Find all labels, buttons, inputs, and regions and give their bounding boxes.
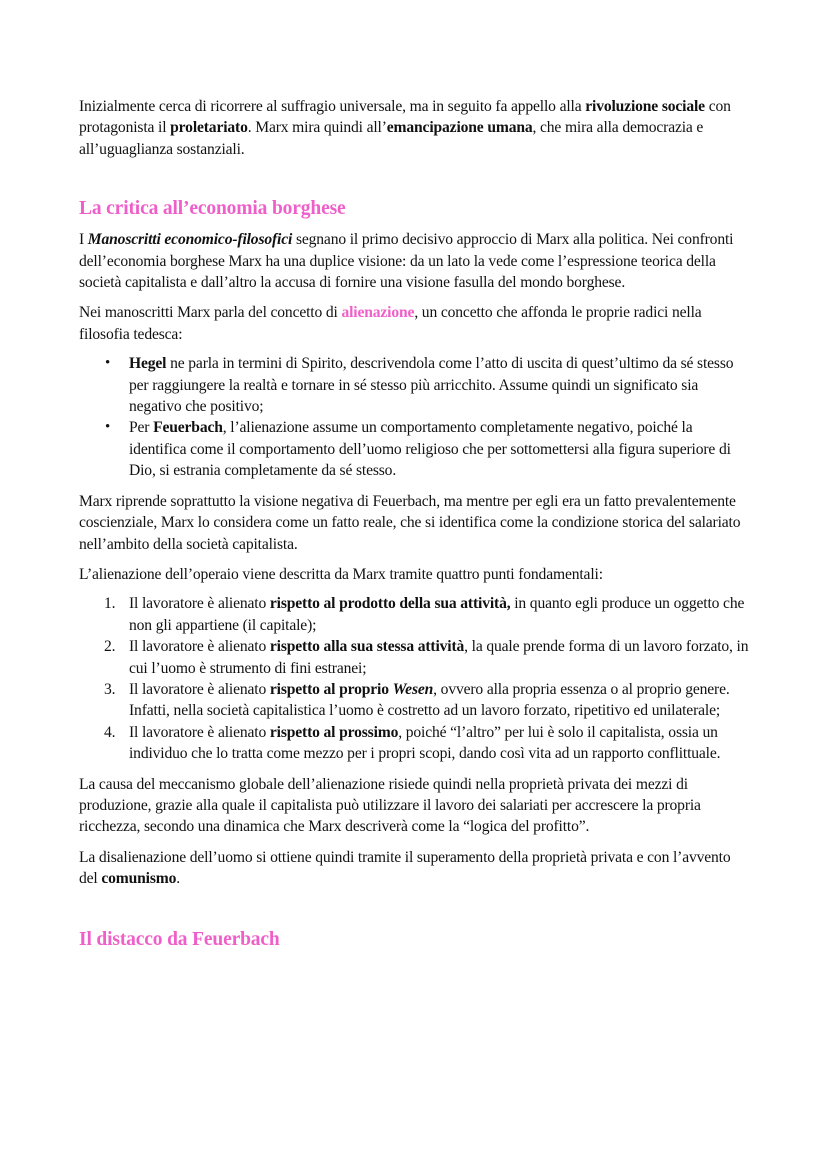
- bold-term: comunismo: [101, 870, 177, 888]
- text: in quanto egli produce un oggetto che non gli appartiene (il capitale);: [129, 595, 745, 634]
- bold-term: Feuerbach: [153, 419, 223, 437]
- text: , ovvero alla propria essenza o al proprio genere. Infatti, nella società capitalistica l’uomo è costretto ad un lavoro forzato, ripetitivo ed unilaterale;: [129, 680, 730, 720]
- list-item: [79, 722, 751, 765]
- bold-term: rispetto al prossimo: [269, 723, 399, 741]
- text: Nei manoscritti Marx parla del concetto di: [79, 304, 342, 322]
- bold-term: rispetto al proprio: [269, 680, 393, 698]
- text: , l’alienazione assume un comportamento completamente negativo, poiché la identifica come il comportamento dell’uomo religioso che per sottomettersi alla figura superiore di Dio, si estrania completamente da sé stesso.: [129, 419, 731, 480]
- section-heading-distacco: Il distacco da Feuerbach: [79, 928, 280, 950]
- list-number: 3.: [104, 680, 116, 698]
- text: Per: [129, 419, 154, 437]
- list-item: [79, 353, 751, 417]
- list-item: [79, 593, 751, 636]
- bold-term: proletariato: [170, 119, 248, 137]
- bullet-list: [79, 353, 751, 481]
- bold-italic-term: Wesen: [392, 680, 434, 698]
- list-item: [79, 636, 751, 679]
- text: con protagonista il: [79, 98, 731, 137]
- text: Il lavoratore è alienato: [129, 723, 270, 741]
- text: Inizialmente cerca di ricorrere al suffragio universale, ma in seguito fa appello alla: [79, 98, 586, 115]
- bold-term: rivoluzione sociale: [585, 98, 705, 115]
- document-page: [79, 96, 751, 952]
- text: segnano il primo decisivo approccio di Marx alla politica. Nei confronti dell’economia borghese Marx ha una duplice visione: da un lato la vede come l’espressione teorica della società capitalista e dall’altro la accusa di fornire una visione fasulla del mondo borghese.: [79, 231, 734, 292]
- paragraph-causa-alienazione: La causa del meccanismo globale dell’alienazione risiede quindi nella proprietà privata dei mezzi di produzione, grazie alla quale il capitalista può utilizzare il lavoro dei salariati per accrescere la propria ricchezza, secondo una dinamica che Marx descriverà come la “logica del profitto”.: [79, 775, 701, 836]
- bold-term: emancipazione umana: [386, 119, 533, 137]
- bold-italic-title: Manoscritti economico-filosofici: [87, 231, 293, 249]
- text: La disalienazione dell’uomo si ottiene quindi tramite il superamento della proprietà privata e con l’avvento del: [79, 848, 731, 888]
- list-item: [79, 679, 751, 722]
- text: I: [79, 231, 88, 249]
- text: Il lavoratore è alienato: [129, 680, 270, 698]
- bullet-icon: •: [105, 419, 111, 436]
- list-number: 2.: [104, 638, 116, 656]
- intro-paragraph: [79, 96, 751, 160]
- numbered-list: [79, 593, 751, 764]
- text: .: [176, 870, 180, 888]
- highlighted-term: alienazione: [341, 304, 415, 322]
- text: , che mira alla democrazia e all’uguaglianza sostanziali.: [79, 119, 704, 158]
- bullet-icon: •: [105, 355, 111, 372]
- paragraph-quattro-punti: L’alienazione dell’operaio viene descritta da Marx tramite quattro punti fondamentali:: [79, 565, 603, 583]
- list-number: 4.: [104, 723, 116, 741]
- paragraph-manoscritti: [79, 229, 751, 293]
- paragraph-disalienazione: [79, 847, 751, 890]
- text: Il lavoratore è alienato: [129, 595, 270, 613]
- text: , la quale prende forma di un lavoro forzato, in cui l’uomo è strumento di fini estranei;: [129, 638, 749, 677]
- text: . Marx mira quindi all’: [247, 119, 387, 137]
- paragraph-feuerbach-comparison: Marx riprende soprattutto la visione negativa di Feuerbach, ma mentre per egli era un fatto prevalentemente coscienziale, Marx lo considera come un fatto reale, che si identifica come la condizione storica del salariato nell’ambito della società capitalista.: [79, 492, 741, 553]
- text: Il lavoratore è alienato: [129, 638, 270, 656]
- bold-term: Hegel: [129, 355, 167, 373]
- list-number: 1.: [104, 595, 116, 613]
- text: , un concetto che affonda le proprie radici nella filosofia tedesca:: [79, 304, 702, 343]
- paragraph-alienazione-intro: [79, 302, 751, 345]
- text: , poiché “l’altro” per lui è solo il capitalista, ossia un individuo che lo tratta come mezzo per i propri scopi, dando così vita ad un rapporto conflittuale.: [129, 723, 721, 763]
- text: ne parla in termini di Spirito, descrivendola come l’atto di uscita di quest’ultimo da sé stesso per raggiungere la realtà e tornare in sé stesso più arricchito. Assume quindi un significato sia negativo che positivo;: [129, 355, 734, 416]
- list-item: [79, 417, 751, 481]
- bold-term: rispetto alla sua stessa attività: [269, 638, 465, 656]
- section-heading-critica: La critica all’economia borghese: [79, 198, 346, 220]
- bold-term: rispetto al prodotto della sua attività,: [269, 595, 511, 613]
